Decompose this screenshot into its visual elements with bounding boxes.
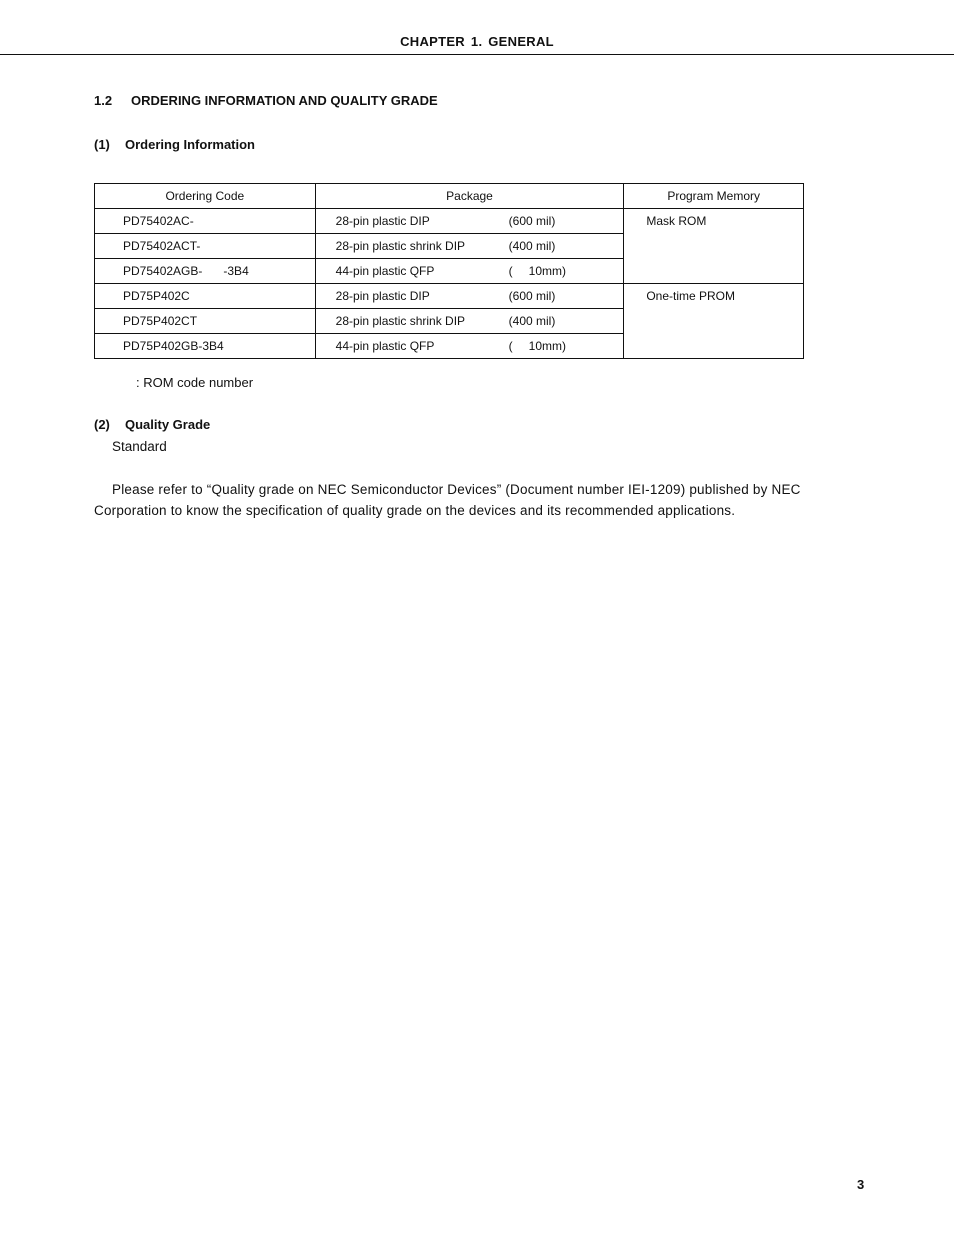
ordering-code-cell (95, 259, 316, 284)
ordering-code-cell (95, 309, 316, 334)
ordering-title: Ordering Information (125, 137, 255, 152)
ordering-code-cell (95, 234, 316, 259)
header-ordering-code: Ordering Code (95, 184, 316, 209)
ordering-code: PD75P402CT (123, 314, 198, 328)
section-number: 1.2 (94, 93, 113, 108)
ordering-code: PD75P402C (123, 289, 190, 303)
ordering-table (94, 183, 804, 359)
ordering-code-suffix: -3B4 (223, 264, 249, 278)
section-heading (94, 93, 438, 108)
ordering-code: PD75P402GB-3B4 (123, 339, 224, 353)
ordering-number: (1) (94, 137, 110, 152)
rom-code-footnote: : ROM code number (136, 375, 254, 390)
ordering-code-cell (95, 334, 316, 359)
quality-grade-value: Standard (112, 439, 167, 454)
package-spec: (400 mil) (508, 314, 556, 328)
header-package: Package (315, 184, 624, 209)
package-cell (315, 259, 624, 284)
ordering-code-cell (95, 284, 316, 309)
package-spec: 10mm) (528, 264, 567, 278)
package-cell (315, 209, 624, 234)
header-program-memory: Program Memory (624, 184, 804, 209)
quality-number: (2) (94, 417, 110, 432)
table-header-row (95, 184, 804, 209)
ordering-code: PD75402AC- (123, 214, 194, 228)
package-name: 28-pin plastic shrink DIP (335, 314, 466, 328)
quality-heading (94, 417, 210, 432)
package-spec: (400 mil) (508, 239, 556, 253)
package-cell (315, 284, 624, 309)
chapter-header: CHAPTER 1. GENERAL (400, 34, 554, 49)
package-spec: (600 mil) (508, 289, 556, 303)
program-memory-otp-prom: One-time PROM (624, 284, 804, 359)
package-spec: (600 mil) (508, 214, 556, 228)
package-spec-open: ( (508, 264, 513, 278)
ordering-heading (94, 137, 255, 152)
package-name: 44-pin plastic QFP (335, 339, 435, 353)
quality-title: Quality Grade (125, 417, 211, 432)
header-rule (0, 54, 954, 55)
table-row (95, 284, 804, 309)
package-name: 28-pin plastic shrink DIP (335, 239, 466, 253)
ordering-code: PD75402AGB- (123, 264, 203, 278)
section-title: ORDERING INFORMATION AND QUALITY GRADE (131, 93, 438, 108)
package-name: 28-pin plastic DIP (335, 214, 430, 228)
ordering-code: PD75402ACT- (123, 239, 201, 253)
table-row (95, 209, 804, 234)
package-spec: 10mm) (528, 339, 567, 353)
page-number: 3 (857, 1177, 865, 1192)
package-spec-open: ( (508, 339, 513, 353)
package-cell (315, 234, 624, 259)
program-memory-mask-rom: Mask ROM (624, 209, 804, 284)
quality-paragraph: Please refer to “Quality grade on NEC Semiconductor Devices” (Document number IEI-1209) published by NEC Corporation to know the specification of quality grade on the devices and its recommended applications. (94, 482, 801, 518)
package-cell (315, 309, 624, 334)
package-cell (315, 334, 624, 359)
package-name: 44-pin plastic QFP (335, 264, 435, 278)
ordering-code-cell (95, 209, 316, 234)
package-name: 28-pin plastic DIP (335, 289, 430, 303)
